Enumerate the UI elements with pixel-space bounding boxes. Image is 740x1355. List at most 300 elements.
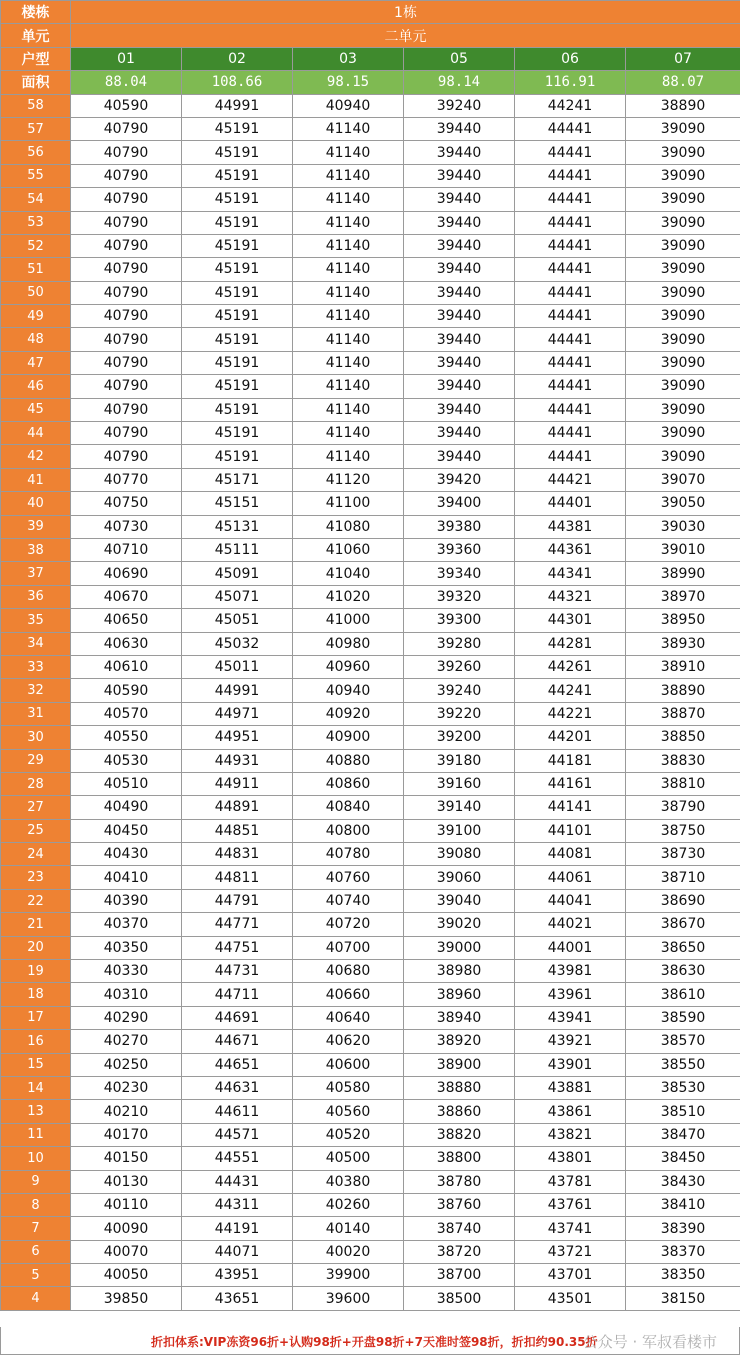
price-cell: 40940: [293, 679, 404, 702]
floor-cell: 42: [1, 445, 71, 468]
price-cell: 45191: [182, 351, 293, 374]
price-cell: 39440: [404, 281, 515, 304]
floor-cell: 17: [1, 1006, 71, 1029]
building-value: 1栋: [71, 1, 740, 24]
price-cell: 40680: [293, 960, 404, 983]
price-cell: 38450: [626, 1147, 740, 1170]
price-cell: 39090: [626, 211, 740, 234]
price-cell: 45191: [182, 398, 293, 421]
unit-type-cell: 06: [515, 47, 626, 70]
price-cell: 40330: [71, 960, 182, 983]
floor-cell: 58: [1, 94, 71, 117]
price-cell: 39030: [626, 515, 740, 538]
floor-row: [1, 351, 740, 374]
price-cell: 44241: [515, 94, 626, 117]
price-cell: 39090: [626, 281, 740, 304]
watermark: 公众号 · 军叔看楼市: [583, 1331, 717, 1352]
price-cell: 40840: [293, 796, 404, 819]
floor-cell: 51: [1, 258, 71, 281]
floor-cell: 56: [1, 141, 71, 164]
price-cell: 45131: [182, 515, 293, 538]
price-cell: 43881: [515, 1076, 626, 1099]
price-cell: 39440: [404, 422, 515, 445]
floor-cell: 36: [1, 585, 71, 608]
price-cell: 40150: [71, 1147, 182, 1170]
price-cell: 44221: [515, 702, 626, 725]
price-cell: 38810: [626, 772, 740, 795]
price-cell: 45191: [182, 305, 293, 328]
price-cell: 44311: [182, 1193, 293, 1216]
floor-row: [1, 1123, 740, 1146]
price-cell: 39240: [404, 679, 515, 702]
price-cell: 44441: [515, 281, 626, 304]
price-cell: 38690: [626, 889, 740, 912]
price-cell: 38720: [404, 1240, 515, 1263]
floor-cell: 57: [1, 117, 71, 140]
floor-row: [1, 819, 740, 842]
price-cell: 39090: [626, 398, 740, 421]
price-cell: 40110: [71, 1193, 182, 1216]
price-cell: 43921: [515, 1030, 626, 1053]
floor-row: [1, 328, 740, 351]
price-cell: 38790: [626, 796, 740, 819]
price-cell: 40790: [71, 117, 182, 140]
price-cell: 40620: [293, 1030, 404, 1053]
price-cell: 40530: [71, 749, 182, 772]
price-cell: 39040: [404, 889, 515, 912]
price-cell: 43721: [515, 1240, 626, 1263]
price-cell: 40350: [71, 936, 182, 959]
discount-note: 折扣体系:VIP冻资96折+认购98折+开盘98折+7天准时签98折，折扣约90.35折: [151, 1333, 598, 1350]
price-cell: 44731: [182, 960, 293, 983]
price-cell: 44021: [515, 913, 626, 936]
floor-cell: 29: [1, 749, 71, 772]
price-cell: 38820: [404, 1123, 515, 1146]
floor-row: [1, 1217, 740, 1240]
area-cell: 98.15: [293, 71, 404, 94]
price-cell: 44381: [515, 515, 626, 538]
price-cell: 38950: [626, 609, 740, 632]
floor-cell: 45: [1, 398, 71, 421]
price-cell: 40790: [71, 375, 182, 398]
price-cell: 45032: [182, 632, 293, 655]
price-cell: 40790: [71, 258, 182, 281]
price-cell: 39090: [626, 305, 740, 328]
price-cell: 40390: [71, 889, 182, 912]
price-cell: 40790: [71, 141, 182, 164]
price-cell: 40560: [293, 1100, 404, 1123]
price-cell: 44441: [515, 117, 626, 140]
price-cell: 39440: [404, 305, 515, 328]
price-cell: 44281: [515, 632, 626, 655]
floor-row: [1, 655, 740, 678]
price-cell: 44611: [182, 1100, 293, 1123]
floor-row: [1, 117, 740, 140]
price-cell: 40790: [71, 211, 182, 234]
floor-cell: 9: [1, 1170, 71, 1193]
price-cell: 44571: [182, 1123, 293, 1146]
price-cell: 38410: [626, 1193, 740, 1216]
price-cell: 40790: [71, 422, 182, 445]
price-cell: 41140: [293, 305, 404, 328]
price-cell: 38960: [404, 983, 515, 1006]
floor-cell: 33: [1, 655, 71, 678]
floor-cell: 19: [1, 960, 71, 983]
price-cell: 39160: [404, 772, 515, 795]
building-row: [1, 1, 740, 24]
price-cell: 38830: [626, 749, 740, 772]
price-cell: 44891: [182, 796, 293, 819]
price-cell: 38900: [404, 1053, 515, 1076]
price-cell: 39440: [404, 351, 515, 374]
price-cell: 40610: [71, 655, 182, 678]
price-cell: 41140: [293, 422, 404, 445]
price-cell: 40770: [71, 468, 182, 491]
price-cell: 39850: [71, 1287, 182, 1310]
price-cell: 40070: [71, 1240, 182, 1263]
price-cell: 38910: [626, 655, 740, 678]
price-cell: 45191: [182, 422, 293, 445]
price-cell: 40790: [71, 398, 182, 421]
floor-cell: 40: [1, 492, 71, 515]
price-cell: 40450: [71, 819, 182, 842]
price-cell: 39340: [404, 562, 515, 585]
price-cell: 40430: [71, 843, 182, 866]
price-cell: 38430: [626, 1170, 740, 1193]
floor-cell: 21: [1, 913, 71, 936]
price-cell: 44441: [515, 305, 626, 328]
price-cell: 41140: [293, 445, 404, 468]
price-cell: 40790: [71, 351, 182, 374]
price-cell: 38710: [626, 866, 740, 889]
price-cell: 38150: [626, 1287, 740, 1310]
floor-row: [1, 585, 740, 608]
floor-row: [1, 796, 740, 819]
price-cell: 44711: [182, 983, 293, 1006]
price-cell: 39090: [626, 164, 740, 187]
price-cell: 45151: [182, 492, 293, 515]
floor-cell: 27: [1, 796, 71, 819]
price-cell: 44081: [515, 843, 626, 866]
price-cell: 41140: [293, 398, 404, 421]
price-cell: 40880: [293, 749, 404, 772]
price-cell: 39090: [626, 258, 740, 281]
price-cell: 44161: [515, 772, 626, 795]
price-cell: 39420: [404, 468, 515, 491]
price-cell: 39440: [404, 398, 515, 421]
price-cell: 38590: [626, 1006, 740, 1029]
price-cell: 44651: [182, 1053, 293, 1076]
price-cell: 38350: [626, 1264, 740, 1287]
price-cell: 40130: [71, 1170, 182, 1193]
price-cell: 43941: [515, 1006, 626, 1029]
price-cell: 45191: [182, 117, 293, 140]
price-cell: 40140: [293, 1217, 404, 1240]
price-cell: 38940: [404, 1006, 515, 1029]
price-cell: 40230: [71, 1076, 182, 1099]
floor-row: [1, 1170, 740, 1193]
floor-cell: 16: [1, 1030, 71, 1053]
floor-cell: 47: [1, 351, 71, 374]
floor-cell: 50: [1, 281, 71, 304]
floor-row: [1, 1100, 740, 1123]
price-cell: 44401: [515, 492, 626, 515]
price-cell: 39090: [626, 141, 740, 164]
price-cell: 39440: [404, 211, 515, 234]
price-cell: 40520: [293, 1123, 404, 1146]
price-cell: 39090: [626, 117, 740, 140]
floor-cell: 55: [1, 164, 71, 187]
price-cell: 43781: [515, 1170, 626, 1193]
price-cell: 40410: [71, 866, 182, 889]
price-cell: 44771: [182, 913, 293, 936]
price-cell: 45051: [182, 609, 293, 632]
floor-row: [1, 1264, 740, 1287]
price-cell: 38890: [626, 94, 740, 117]
floor-cell: 22: [1, 889, 71, 912]
floor-row: [1, 679, 740, 702]
price-cell: 41140: [293, 211, 404, 234]
price-cell: 38650: [626, 936, 740, 959]
price-cell: 43741: [515, 1217, 626, 1240]
price-cell: 41140: [293, 117, 404, 140]
price-cell: 40290: [71, 1006, 182, 1029]
price-cell: 38630: [626, 960, 740, 983]
price-cell: 38880: [404, 1076, 515, 1099]
floor-row: [1, 164, 740, 187]
price-cell: 39090: [626, 445, 740, 468]
price-cell: 41140: [293, 234, 404, 257]
price-cell: 39140: [404, 796, 515, 819]
price-cell: 44141: [515, 796, 626, 819]
price-cell: 45091: [182, 562, 293, 585]
price-cell: 40020: [293, 1240, 404, 1263]
price-cell: 44361: [515, 538, 626, 561]
price-cell: 44071: [182, 1240, 293, 1263]
floor-row: [1, 1287, 740, 1310]
floor-cell: 34: [1, 632, 71, 655]
price-cell: 40570: [71, 702, 182, 725]
price-cell: 41040: [293, 562, 404, 585]
floor-cell: 5: [1, 1264, 71, 1287]
floor-row: [1, 983, 740, 1006]
floor-cell: 44: [1, 422, 71, 445]
price-cell: 40900: [293, 726, 404, 749]
price-cell: 40920: [293, 702, 404, 725]
price-cell: 44321: [515, 585, 626, 608]
price-cell: 40740: [293, 889, 404, 912]
unit-type-cell: 01: [71, 47, 182, 70]
price-cell: 38850: [626, 726, 740, 749]
price-cell: 40800: [293, 819, 404, 842]
price-cell: 41140: [293, 258, 404, 281]
floor-cell: 52: [1, 234, 71, 257]
building-label: 楼栋: [1, 1, 71, 24]
price-cell: 44431: [182, 1170, 293, 1193]
unit-type-cell: 03: [293, 47, 404, 70]
price-cell: 40790: [71, 164, 182, 187]
price-cell: 43901: [515, 1053, 626, 1076]
floor-cell: 18: [1, 983, 71, 1006]
floor-cell: 35: [1, 609, 71, 632]
price-cell: 44191: [182, 1217, 293, 1240]
price-cell: 44991: [182, 679, 293, 702]
price-cell: 44441: [515, 351, 626, 374]
price-cell: 41140: [293, 328, 404, 351]
price-cell: 45191: [182, 258, 293, 281]
price-cell: 45191: [182, 328, 293, 351]
price-cell: 43761: [515, 1193, 626, 1216]
price-cell: 45111: [182, 538, 293, 561]
price-cell: 39440: [404, 375, 515, 398]
price-cell: 40790: [71, 281, 182, 304]
price-cell: 41020: [293, 585, 404, 608]
price-cell: 40500: [293, 1147, 404, 1170]
floor-cell: 46: [1, 375, 71, 398]
floor-row: [1, 211, 740, 234]
floor-row: [1, 305, 740, 328]
price-cell: 45171: [182, 468, 293, 491]
price-cell: 44441: [515, 164, 626, 187]
floor-row: [1, 515, 740, 538]
price-cell: 39080: [404, 843, 515, 866]
price-cell: 44551: [182, 1147, 293, 1170]
price-cell: 39070: [626, 468, 740, 491]
floor-cell: 15: [1, 1053, 71, 1076]
price-cell: 39440: [404, 328, 515, 351]
floor-cell: 38: [1, 538, 71, 561]
price-cell: 39090: [626, 375, 740, 398]
floor-cell: 49: [1, 305, 71, 328]
floor-cell: 11: [1, 1123, 71, 1146]
price-cell: 44441: [515, 258, 626, 281]
price-cell: 40250: [71, 1053, 182, 1076]
price-cell: 45191: [182, 234, 293, 257]
floor-row: [1, 702, 740, 725]
unit-type-row: [1, 47, 740, 70]
price-cell: 44951: [182, 726, 293, 749]
price-cell: 40170: [71, 1123, 182, 1146]
price-cell: 38510: [626, 1100, 740, 1123]
price-cell: 44831: [182, 843, 293, 866]
floor-row: [1, 562, 740, 585]
price-cell: 38610: [626, 983, 740, 1006]
price-cell: 40720: [293, 913, 404, 936]
price-cell: 45191: [182, 281, 293, 304]
floor-row: [1, 281, 740, 304]
price-cell: 44041: [515, 889, 626, 912]
price-cell: 41100: [293, 492, 404, 515]
price-cell: 44991: [182, 94, 293, 117]
floor-cell: 39: [1, 515, 71, 538]
price-cell: 40790: [71, 445, 182, 468]
price-cell: 40370: [71, 913, 182, 936]
price-cell: 45191: [182, 445, 293, 468]
footer-note-box: [0, 1327, 740, 1355]
price-cell: 44001: [515, 936, 626, 959]
price-cell: 41140: [293, 375, 404, 398]
price-cell: 40270: [71, 1030, 182, 1053]
price-cell: 38370: [626, 1240, 740, 1263]
price-cell: 43501: [515, 1287, 626, 1310]
floor-cell: 4: [1, 1287, 71, 1310]
floor-row: [1, 468, 740, 491]
unit-label: 单元: [1, 24, 71, 47]
floor-row: [1, 960, 740, 983]
price-cell: 45191: [182, 141, 293, 164]
price-cell: 40260: [293, 1193, 404, 1216]
price-cell: 41140: [293, 141, 404, 164]
price-cell: 38970: [626, 585, 740, 608]
price-cell: 44441: [515, 234, 626, 257]
price-cell: 44631: [182, 1076, 293, 1099]
price-cell: 39090: [626, 328, 740, 351]
price-cell: 43651: [182, 1287, 293, 1310]
floor-cell: 20: [1, 936, 71, 959]
floor-row: [1, 188, 740, 211]
price-cell: 44911: [182, 772, 293, 795]
price-cell: 40090: [71, 1217, 182, 1240]
price-cell: 38730: [626, 843, 740, 866]
price-cell: 43701: [515, 1264, 626, 1287]
price-cell: 40760: [293, 866, 404, 889]
price-cell: 39260: [404, 655, 515, 678]
price-cell: 39090: [626, 234, 740, 257]
floor-cell: 6: [1, 1240, 71, 1263]
floor-row: [1, 141, 740, 164]
price-cell: 44441: [515, 141, 626, 164]
price-cell: 41140: [293, 281, 404, 304]
price-cell: 39010: [626, 538, 740, 561]
price-cell: 38670: [626, 913, 740, 936]
price-cell: 44671: [182, 1030, 293, 1053]
floor-row: [1, 1006, 740, 1029]
price-cell: 45191: [182, 188, 293, 211]
price-cell: 39360: [404, 538, 515, 561]
price-cell: 40690: [71, 562, 182, 585]
price-cell: 39440: [404, 445, 515, 468]
price-cell: 39240: [404, 94, 515, 117]
price-cell: 43801: [515, 1147, 626, 1170]
floor-cell: 25: [1, 819, 71, 842]
price-cell: 41120: [293, 468, 404, 491]
price-cell: 44341: [515, 562, 626, 585]
floor-cell: 31: [1, 702, 71, 725]
price-cell: 40790: [71, 234, 182, 257]
price-cell: 39200: [404, 726, 515, 749]
price-cell: 38470: [626, 1123, 740, 1146]
floor-row: [1, 866, 740, 889]
price-cell: 43821: [515, 1123, 626, 1146]
price-cell: 44441: [515, 445, 626, 468]
price-cell: 38870: [626, 702, 740, 725]
floor-row: [1, 843, 740, 866]
area-cell: 108.66: [182, 71, 293, 94]
price-cell: 39280: [404, 632, 515, 655]
floor-row: [1, 375, 740, 398]
floor-row: [1, 94, 740, 117]
floor-cell: 53: [1, 211, 71, 234]
area-cell: 88.04: [71, 71, 182, 94]
price-cell: 44241: [515, 679, 626, 702]
floor-row: [1, 234, 740, 257]
price-cell: 41140: [293, 351, 404, 374]
price-cell: 39090: [626, 188, 740, 211]
price-cell: 43951: [182, 1264, 293, 1287]
price-cell: 40670: [71, 585, 182, 608]
price-cell: 39300: [404, 609, 515, 632]
floor-row: [1, 772, 740, 795]
